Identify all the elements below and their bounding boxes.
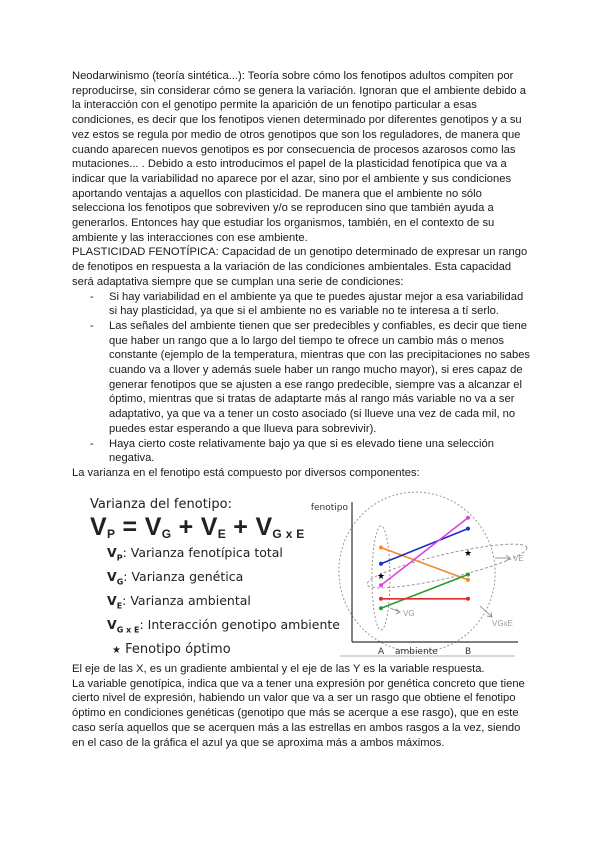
data-point bbox=[466, 597, 470, 601]
x-axis-label: ambiente bbox=[395, 647, 438, 657]
text-line: cierto nivel de expresión, habiendo un valor que va a ser un rasgo que obtiene el fenotipo bbox=[72, 692, 516, 705]
star-legend: ★ Fenotipo óptimo bbox=[112, 642, 231, 657]
text-line: óptimo, mientras que si tratas de adaptarte más al rango más variable no va a ser bbox=[109, 393, 515, 406]
x-tick-label: B bbox=[465, 647, 472, 657]
ve-arrow-icon bbox=[495, 555, 510, 561]
text-line: aportando ventajas a aquellos con plasticidad. De manera que el ambiente no sólo bbox=[72, 187, 482, 200]
bullet-dash: - bbox=[90, 290, 94, 303]
text-line: si hay plasticidad, ya que si el ambiente no es variable no te interesa a tí serlo. bbox=[109, 305, 499, 318]
optimum-star-icon: ★ bbox=[464, 547, 473, 558]
definition-item: $V_P$: Varianza fenotípica total bbox=[107, 545, 283, 563]
text-line: cuando aparecen nuevos genotipos es por consecuencia de procesos azarosos como las bbox=[72, 143, 516, 156]
optimum-star-icon: ★ bbox=[377, 570, 386, 581]
text-line: selecciona los fenotipos que sobreviven y/o se reproducen sino que también ayuda a bbox=[72, 202, 494, 215]
vgxe-label: VGxE bbox=[492, 619, 513, 628]
data-point bbox=[379, 546, 383, 550]
text-line: generar fenotipos que se ajusten a ese rango predecible, siempre vas a alcanzar el bbox=[109, 378, 522, 391]
vg-arrow-icon bbox=[390, 608, 400, 614]
text-line: negativa. bbox=[109, 452, 155, 465]
bullet-dash: - bbox=[90, 319, 94, 332]
figure-intro: La varianza en el fenotipo está compuesto por diversos componentes: bbox=[72, 466, 420, 479]
bullet-dash: - bbox=[90, 437, 94, 450]
text-line: reproducirse, sin considerar cómo se genera la variación. Ignoran que el ambiente debido a bbox=[72, 84, 526, 97]
definition-item: $V_E$: Varianza ambiental bbox=[107, 593, 251, 611]
text-line: Neodarwinismo (teoría sintética...): Teoría sobre cómo los fenotipos adultos compiten por bbox=[72, 70, 514, 82]
text-line: PLASTICIDAD FENOTÍPICA: Capacidad de un genotipo determinado de expresar un rango bbox=[72, 246, 528, 259]
genotype-line-green bbox=[381, 575, 468, 609]
text-line: óptimo en condiciones genéticas (genotipo que más se acerque a ese rasgo), que en este bbox=[72, 707, 519, 720]
text-line: Las señales del ambiente tienen que ser predecibles y confiables, es decir que tiene bbox=[109, 319, 527, 332]
text-line: vez estos se regula por medio de otros genotipos que son los reguladores, de manera que bbox=[72, 128, 521, 141]
definition-item: $V_G$: Varianza genética bbox=[107, 569, 244, 587]
text-line: en el caso de la gráfica el azul ya que se aproxima más a ambos máximos. bbox=[72, 736, 445, 749]
vgxe-ellipse bbox=[321, 475, 513, 670]
text-line: la interacción con el genotipo permite la aparición de un fenotipo particular a esas bbox=[72, 99, 477, 112]
text-line: El eje de las X, es un gradiente ambiental y el eje de las Y es la variable respuesta. bbox=[72, 663, 485, 675]
text-line: caso sería aquellos que se acerquen más a las estrellas en ambos rasgos a la vez, siendo bbox=[72, 721, 521, 734]
list-item bbox=[72, 437, 562, 466]
star-icon: ★ bbox=[112, 645, 121, 656]
variance-definitions bbox=[107, 544, 340, 640]
text-line: condiciones, es decir que los fenotipos vienen determinado por diferentes genotipos y a su bbox=[72, 114, 522, 127]
text-line: puedes estar esperando a que llueva para sobrevivir). bbox=[109, 422, 377, 435]
text-line: de fenotipos en respuesta a la variación de las condiciones ambientales. Esta capacidad bbox=[72, 261, 512, 274]
text-line: ambiente y las interacciones con ese ambiente. bbox=[72, 231, 308, 244]
text-line: generarlos. Entonces hay que estudiar los organismos, también, en el contexto de su bbox=[72, 217, 495, 230]
paragraph-plasticidad bbox=[72, 245, 562, 480]
paragraph-neodarwinismo bbox=[72, 69, 562, 245]
y-axis-label: fenotipo bbox=[310, 503, 348, 513]
definition-item: $V_{G x E}$: Interacción genotipo ambiente bbox=[107, 617, 340, 635]
text-line: Si hay variabilidad en el ambiente ya que te puedes ajustar mejor a esa variabilidad bbox=[109, 290, 524, 303]
data-point bbox=[379, 562, 383, 566]
text-line: cuando va a llover y además suele haber un rango mucho mayor), si eres capaz de bbox=[109, 364, 523, 377]
reaction-norm-chart bbox=[310, 490, 560, 660]
variance-formula: $V_P = V_G + V_E + V_{G x E}$ bbox=[90, 513, 305, 541]
data-point bbox=[379, 597, 383, 601]
variance-formula-panel bbox=[90, 497, 340, 657]
text-line: mutaciones... . Debido a esto introducimos el papel de la plasticidad fenotípica que va a bbox=[72, 158, 507, 171]
text-line: indicar que la variabilidad no aparece por el azar, sino por el ambiente y sus condiciones bbox=[72, 172, 512, 185]
figure-title: Varianza del fenotipo: bbox=[90, 497, 232, 512]
text-line: será adaptativa siempre que se cumplan una serie de condiciones: bbox=[72, 275, 404, 288]
main-text bbox=[72, 69, 562, 481]
data-point bbox=[466, 527, 470, 531]
data-point bbox=[466, 578, 470, 582]
vg-label: VG bbox=[403, 609, 415, 618]
ve-label: VE bbox=[513, 554, 524, 563]
genotype-line-blue bbox=[381, 529, 468, 564]
text-line: Haya cierto coste relativamente bajo ya que si es elevado tiene una selección bbox=[109, 437, 494, 450]
list-item bbox=[72, 319, 562, 437]
paragraph-explicacion bbox=[72, 662, 562, 750]
text-line: La variable genotípica, indica que va a tener una expresión por genética concreto que tiene bbox=[72, 677, 525, 690]
text-line: constante (ejemplo de la temperatura, mientras que con las precipitaciones no sabes bbox=[109, 349, 531, 362]
text-line: adaptativo, ya que va a tener un costo asociado (si llueve una vez de cada mil, no bbox=[109, 408, 516, 421]
data-point bbox=[466, 516, 470, 520]
data-point bbox=[379, 583, 383, 587]
data-point bbox=[466, 573, 470, 577]
text-line: que haber un rango que a lo largo del tiempo te ofrece un cambio más o menos bbox=[109, 334, 504, 347]
x-tick-label: A bbox=[378, 647, 385, 657]
list-item bbox=[72, 290, 562, 319]
vgxe-arrow-icon bbox=[480, 606, 492, 617]
ve-ellipse bbox=[364, 536, 529, 596]
data-point bbox=[379, 606, 383, 610]
